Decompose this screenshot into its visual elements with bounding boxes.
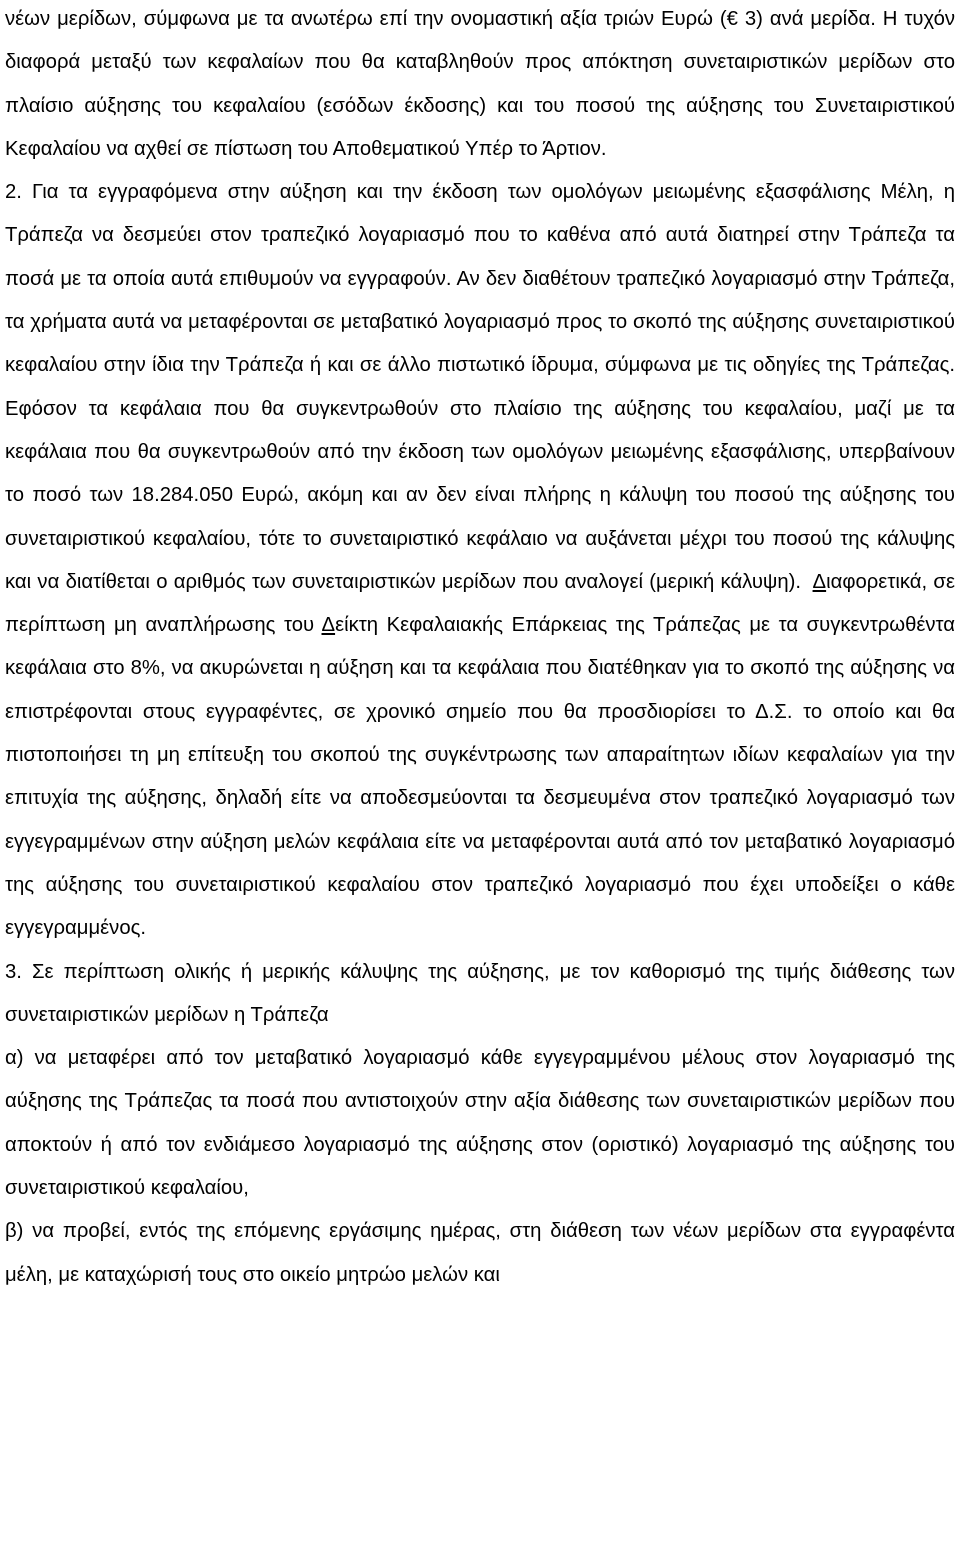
paragraph-deposit-text: 2. Για τα εγγραφόμενα στην αύξηση και την έκδοση των ομολόγων μειωμένης εξασφάλισης Μέλη, η Τράπεζα να δεσμεύει στον τραπεζικό λογαριασμό που το καθένα από αυτά διατηρεί στην Τράπεζα τα ποσά με τα οποία αυτά επιθυμούν να εγγραφούν. Αν δεν διαθέτουν τραπεζικό λογαριασμό στην Τράπεζα, τα χρήματα αυτά να μεταφέρονται σε μεταβατικό λογαριασμό προς το σκοπό της αύξησης συνεταιριστικού κεφαλαίου στην ίδια την Τράπεζα ή και σε άλλο πιστωτικό ίδρυμα, σύμφωνα με τις οδηγίες της Τράπεζας. Εφόσον τα κεφάλαια που θα συγκεντρωθούν στο πλαίσιο της αύξησης του κεφαλαίου, μαζί με τα κεφάλαια που θα συγκεντρωθούν από την έκδοση των ομολόγων μειωμένης εξασφάλισης, υπερβαίνουν το ποσό των 18.284.050 Ευρώ, ακόμη και αν δεν είναι πλήρης η κάλυψη του ποσού της αύξησης του συνεταιριστικού κεφαλαίου, τότε το συνεταιριστικό κεφάλαιο να αυξάνεται μέχρι του ποσού της κάλυψης και να διατίθεται ο αριθμός των συνεταιριστικών μερίδων που αναλογεί (μερική κάλυψη).: [5, 181, 955, 593]
paragraph-item-b: β) να προβεί, εντός της επόμενης εργάσιμης ημέρας, στη διάθεση των νέων μερίδων στα εγγραφέντα μέλη, με καταχώρισή τους στο οικείο μητρώο μελών και: [5, 1220, 955, 1286]
paragraph-item-a: α) να μεταφέρει από τον μεταβατικό λογαριασμό κάθε εγγεγραμμένου μέλους στον λογαριασμό της αύξησης της Τράπεζας τα ποσά που αντιστοιχούν στην αξία διάθεσης των συνεταιριστικών μερίδων που αποκτούν ή από τον ενδιάμεσο λογαριασμό της αύξησης στον (οριστικό) λογαριασμό της αύξησης του συνεταιριστικού κεφαλαίου,: [5, 1047, 955, 1200]
paragraph-share-value: νέων μερίδων, σύμφωνα με τα ανωτέρω επί την ονομαστική αξία τριών Ευρώ (€ 3) ανά μερίδα. Η τυχόν διαφορά μεταξύ των κεφαλαίων που θα καταβληθούν προς απόκτηση συνεταιριστικών μερίδων στο πλαίσιο αύξησης του κεφαλαίου (εσόδων έκδοσης) και του ποσού της αύξησης του Συνεταιριστικού Κεφαλαίου να αχθεί σε πίστωση του Αποθεματικού Υπέρ το Άρτιον.: [5, 8, 955, 160]
paragraph-cancellation-text: Διαφορετικά, σε περίπτωση μη αναπλήρωσης του Δείκτη Κεφαλαιακής Επάρκειας της Τράπεζας με τα συγκεντρωθέντα κεφάλαια στο 8%, να ακυρώνεται η αύξηση και τα κεφάλαια που διατέθηκαν για το σκοπό της αύξησης να επιστρέφονται στους εγγραφέντες, σε χρονικό σημείο που θα προσδιορίσει το Δ.Σ. το οποίο και θα πιστοποιήσει τη μη επίτευξη του σκοπού της συγκέντρωσης των απαραίτητων ιδίων κεφαλαίων για την επιτυχία της αύξησης, δηλαδή είτε να αποδεσμεύονται τα δεσμευμένα στον τραπεζικό λογαριασμό των εγγεγραμμένων στην αύξηση μελών κεφάλαια είτε να μεταφέρονται αυτά από τον μεταβατικό λογαριασμό της αύξησης του συνεταιριστικού κεφαλαίου στον τραπεζικό λογαριασμό που έχει υποδείξει ο κάθε εγγεγραμμένος.: [5, 570, 955, 940]
paragraph-coverage-intro: 3. Σε περίπτωση ολικής ή μερικής κάλυψης της αύξησης, με τον καθορισμό της τιμής διάθεσης των συνεταιριστικών μερίδων η Τράπεζα: [5, 960, 955, 1026]
paragraph-deposit-terms: [5, 171, 955, 950]
